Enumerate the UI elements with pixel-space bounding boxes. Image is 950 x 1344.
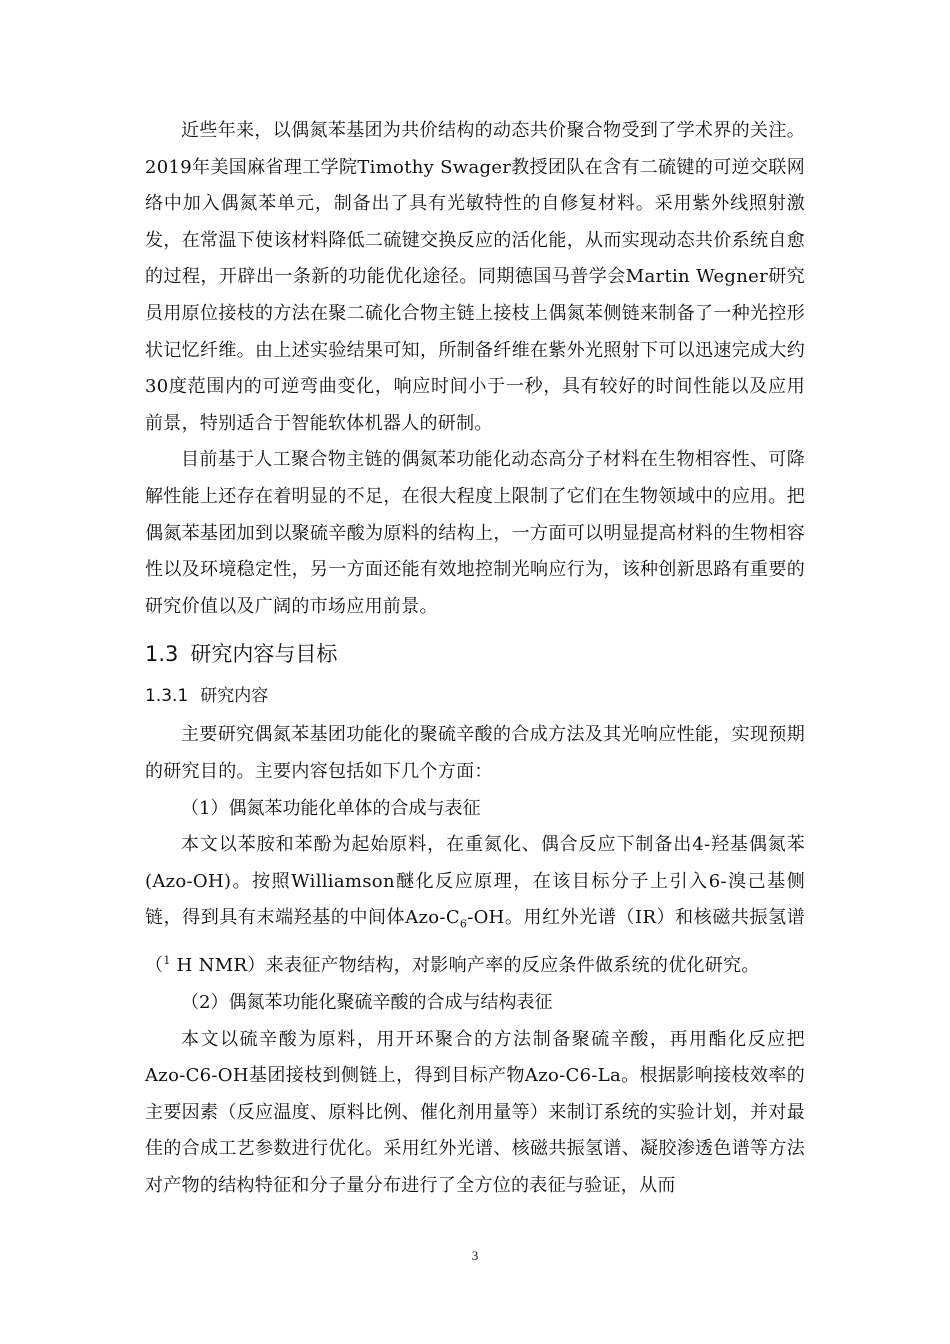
document-page: [145, 113, 805, 1205]
subscript-6: 6: [459, 917, 468, 931]
paragraph-research-intro: 主要研究偶氮苯基团功能化的聚硫辛酸的合成方法及其光响应性能，实现预期的研究目的。主要内容包括如下几个方面：: [145, 724, 805, 782]
section-heading: [145, 639, 805, 669]
paragraph-current-limitations: 目前基于人工聚合物主链的偶氮苯功能化动态高分子材料在生物相容性、可降解性能上还存在着明显的不足，在很大程度上限制了它们在生物领域中的应用。把偶氮苯基团加到以聚硫辛酸为原料的结构上，一方面可以明显提高材料的生物相容性以及环境稳定性，另一方面还能有效地控制光响应行为，该种创新思路有重要的研究价值以及广阔的市场应用前景。: [145, 449, 805, 617]
list-item-1-title: （1）偶氮苯功能化单体的合成与表征: [181, 797, 481, 819]
section-title: 研究内容与目标: [190, 642, 338, 667]
paragraph-monomer-synthesis: [145, 827, 805, 985]
subsection-heading: [145, 681, 805, 711]
subsection-title: 研究内容: [200, 686, 269, 707]
paragraph-azobenzene-background: 近些年来，以偶氮苯基团为共价结构的动态共价聚合物受到了学术界的关注。2019年美国麻省理工学院Timothy Swager教授团队在含有二硫键的可逆交联网络中加入偶氮苯单元，制备出了具有光敏特性的自修复材料。采用紫外线照射激发，在常温下使该材料降低二硫键交换反应的活化能，从而实现动态共价系统自愈的过程，开辟出一条新的功能优化途径。同期德国马普学会Martin Wegner研究员用原位接枝的方法在聚二硫化合物主链上接枝上偶氮苯侧链来制备了一种光控形状记忆纤维。由上述实验结果可知，所制备纤维在紫外光照射下可以迅速完成大约30度范围内的可逆弯曲变化，响应时间小于一秒，具有较好的时间性能以及应用前景，特别适合于智能软体机器人的研制。: [145, 120, 805, 434]
monomer-text-c: H NMR）来表征产物结构，对影响产率的反应条件做系统的优化研究。: [170, 955, 760, 977]
paragraph-polymer-synthesis: 本文以硫辛酸为原料，用开环聚合的方法制备聚硫辛酸，再用酯化反应把Azo-C6-OH基团接枝到侧链上，得到目标产物Azo-C6-La。根据影响接枝效率的主要因素（反应温度、原料比例、催化剂用量等）来制订系统的实验计划，并对最佳的合成工艺参数进行优化。采用红外光谱、核磁共振氢谱、凝胶渗透色谱等方法对产物的结构特征和分子量分布进行了全方位的表征与验证，从而: [145, 1028, 805, 1197]
monomer-text-b: -OH。用红外光谱（IR）和核磁共振氢谱（: [145, 907, 805, 977]
subsection-number: 1.3.1: [145, 686, 189, 707]
superscript-1: 1: [163, 954, 171, 968]
page-number: 3: [471, 1248, 479, 1263]
list-item-2-title: （2）偶氮苯功能化聚硫辛酸的合成与结构表征: [181, 992, 553, 1014]
monomer-text-a: 本文以苯胺和苯酚为起始原料，在重氮化、偶合反应下制备出4-羟基偶氮苯(Azo-OH)。按照Williamson醚化反应原理，在该目标分子上引入6-溴己基侧链，得到具有末端羟基的中间体Azo-C: [145, 834, 805, 929]
section-number: 1.3: [145, 642, 179, 667]
